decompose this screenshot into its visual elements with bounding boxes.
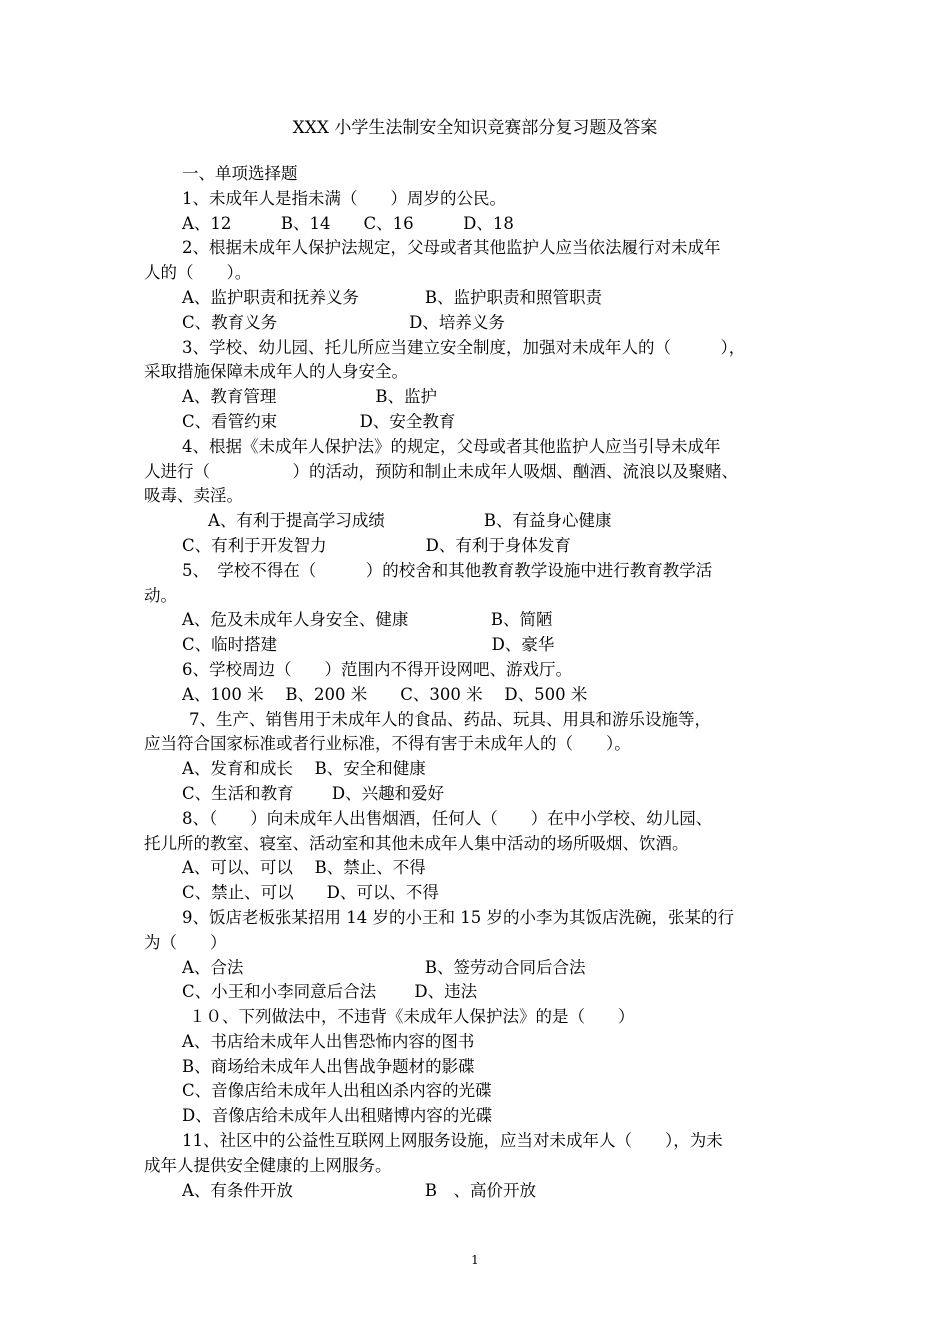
text-line: C、禁止、可以 D、可以、不得 — [182, 883, 439, 903]
text-line: 9、饭店老板张某招用 14 岁的小王和 15 岁的小李为其饭店洗碗，张某的行 — [182, 907, 734, 927]
text-line: A、100 米 B、200 米 C、300 米 D、500 米 — [182, 684, 588, 704]
text-line: 一、单项选择题 — [182, 164, 298, 183]
text-line: A、危及未成年人身安全、健康 B、简陋 — [182, 610, 553, 630]
text-line: 1、未成年人是指未满（ ）周岁的公民。 — [182, 188, 506, 208]
text-line: C、小王和小李同意后合法 D、违法 — [182, 982, 478, 1002]
text-line: 7、生产、销售用于未成年人的食品、药品、玩具、用具和游乐设施等， — [189, 709, 711, 729]
text-line: 人进行（ ）的活动，预防和制止未成年人吸烟、酗酒、流浪以及聚赌、 — [144, 461, 738, 481]
text-line: A、12 B、14 C、16 D、18 — [182, 213, 514, 233]
text-line: C、临时搭建 D、豪华 — [182, 635, 555, 655]
text-line: A、监护职责和抚养义务 B、监护职责和照管职责 — [182, 287, 603, 307]
text-line: 人的（ ）。 — [144, 263, 252, 283]
text-line: 3、学校、幼儿园、托儿所应当建立安全制度，加强对未成年人的（ ）， — [182, 337, 746, 357]
text-line: 为（ ） — [144, 932, 227, 952]
text-line: A、有条件开放 B 、高价开放 — [182, 1180, 537, 1200]
text-line: C、生活和教育 D、兴趣和爱好 — [182, 783, 445, 803]
text-line: 8、（ ）向未成年人出售烟酒，任何人（ ）在中小学校、幼儿园、 — [182, 808, 713, 828]
text-line: A、合法 B、签劳动合同后合法 — [182, 957, 586, 977]
text-line: C、音像店给未成年人出租凶杀内容的光碟 — [182, 1081, 492, 1101]
text-line: A、可以、可以 B、禁止、不得 — [182, 858, 426, 878]
text-line: 应当符合国家标准或者行业标准，不得有害于未成年人的（ ）。 — [144, 734, 631, 754]
text-line: 2、根据未成年人保护法规定，父母或者其他监护人应当依法履行对未成年 — [182, 238, 721, 258]
text-line: A、教育管理 B、监护 — [182, 387, 438, 407]
text-line: 11、社区中的公益性互联网上网服务设施，应当对未成年人（ ），为未 — [182, 1131, 723, 1151]
text-line: 成年人提供安全健康的上网服务。 — [144, 1155, 392, 1175]
text-line: 吸毒、卖淫。 — [144, 486, 243, 506]
text-line: 托儿所的教室、寝室、活动室和其他未成年人集中活动的场所吸烟、饮酒。 — [144, 833, 689, 853]
text-line: C、看管约束 D、安全教育 — [182, 411, 456, 431]
text-line: 4、根据《未成年人保护法》的规定，父母或者其他监护人应当引导未成年 — [182, 436, 721, 456]
text-line: 采取措施保障未成年人的人身安全。 — [144, 362, 408, 382]
text-line: １０、下列做法中，不违背《未成年人保护法》的是（ ） — [189, 1007, 635, 1027]
text-line: 5、 学校不得在（ ）的校舍和其他教育教学设施中进行教育教学活 — [182, 560, 713, 580]
text-line: B、商场给未成年人出售战争题材的影碟 — [182, 1056, 475, 1076]
text-line: 动。 — [144, 585, 177, 605]
text-line: C、教育义务 D、培养义务 — [182, 312, 505, 332]
text-line: D、音像店给未成年人出租赌博内容的光碟 — [182, 1106, 493, 1126]
text-line: A、书店给未成年人出售恐怖内容的图书 — [182, 1031, 475, 1051]
text-line: 6、学校周边（ ）范围内不得开设网吧、游戏厅。 — [182, 659, 572, 679]
text-line: A、发育和成长 B、安全和健康 — [182, 759, 426, 779]
document-body — [144, 162, 810, 1203]
page-number: 1 — [471, 1253, 479, 1267]
text-line: C、有利于开发智力 D、有利于身体发育 — [182, 535, 571, 555]
text-line: A、有利于提高学习成绩 B、有益身心健康 — [208, 511, 612, 531]
document-title: XXX 小学生法制安全知识竞赛部分复习题及答案 — [292, 118, 658, 138]
